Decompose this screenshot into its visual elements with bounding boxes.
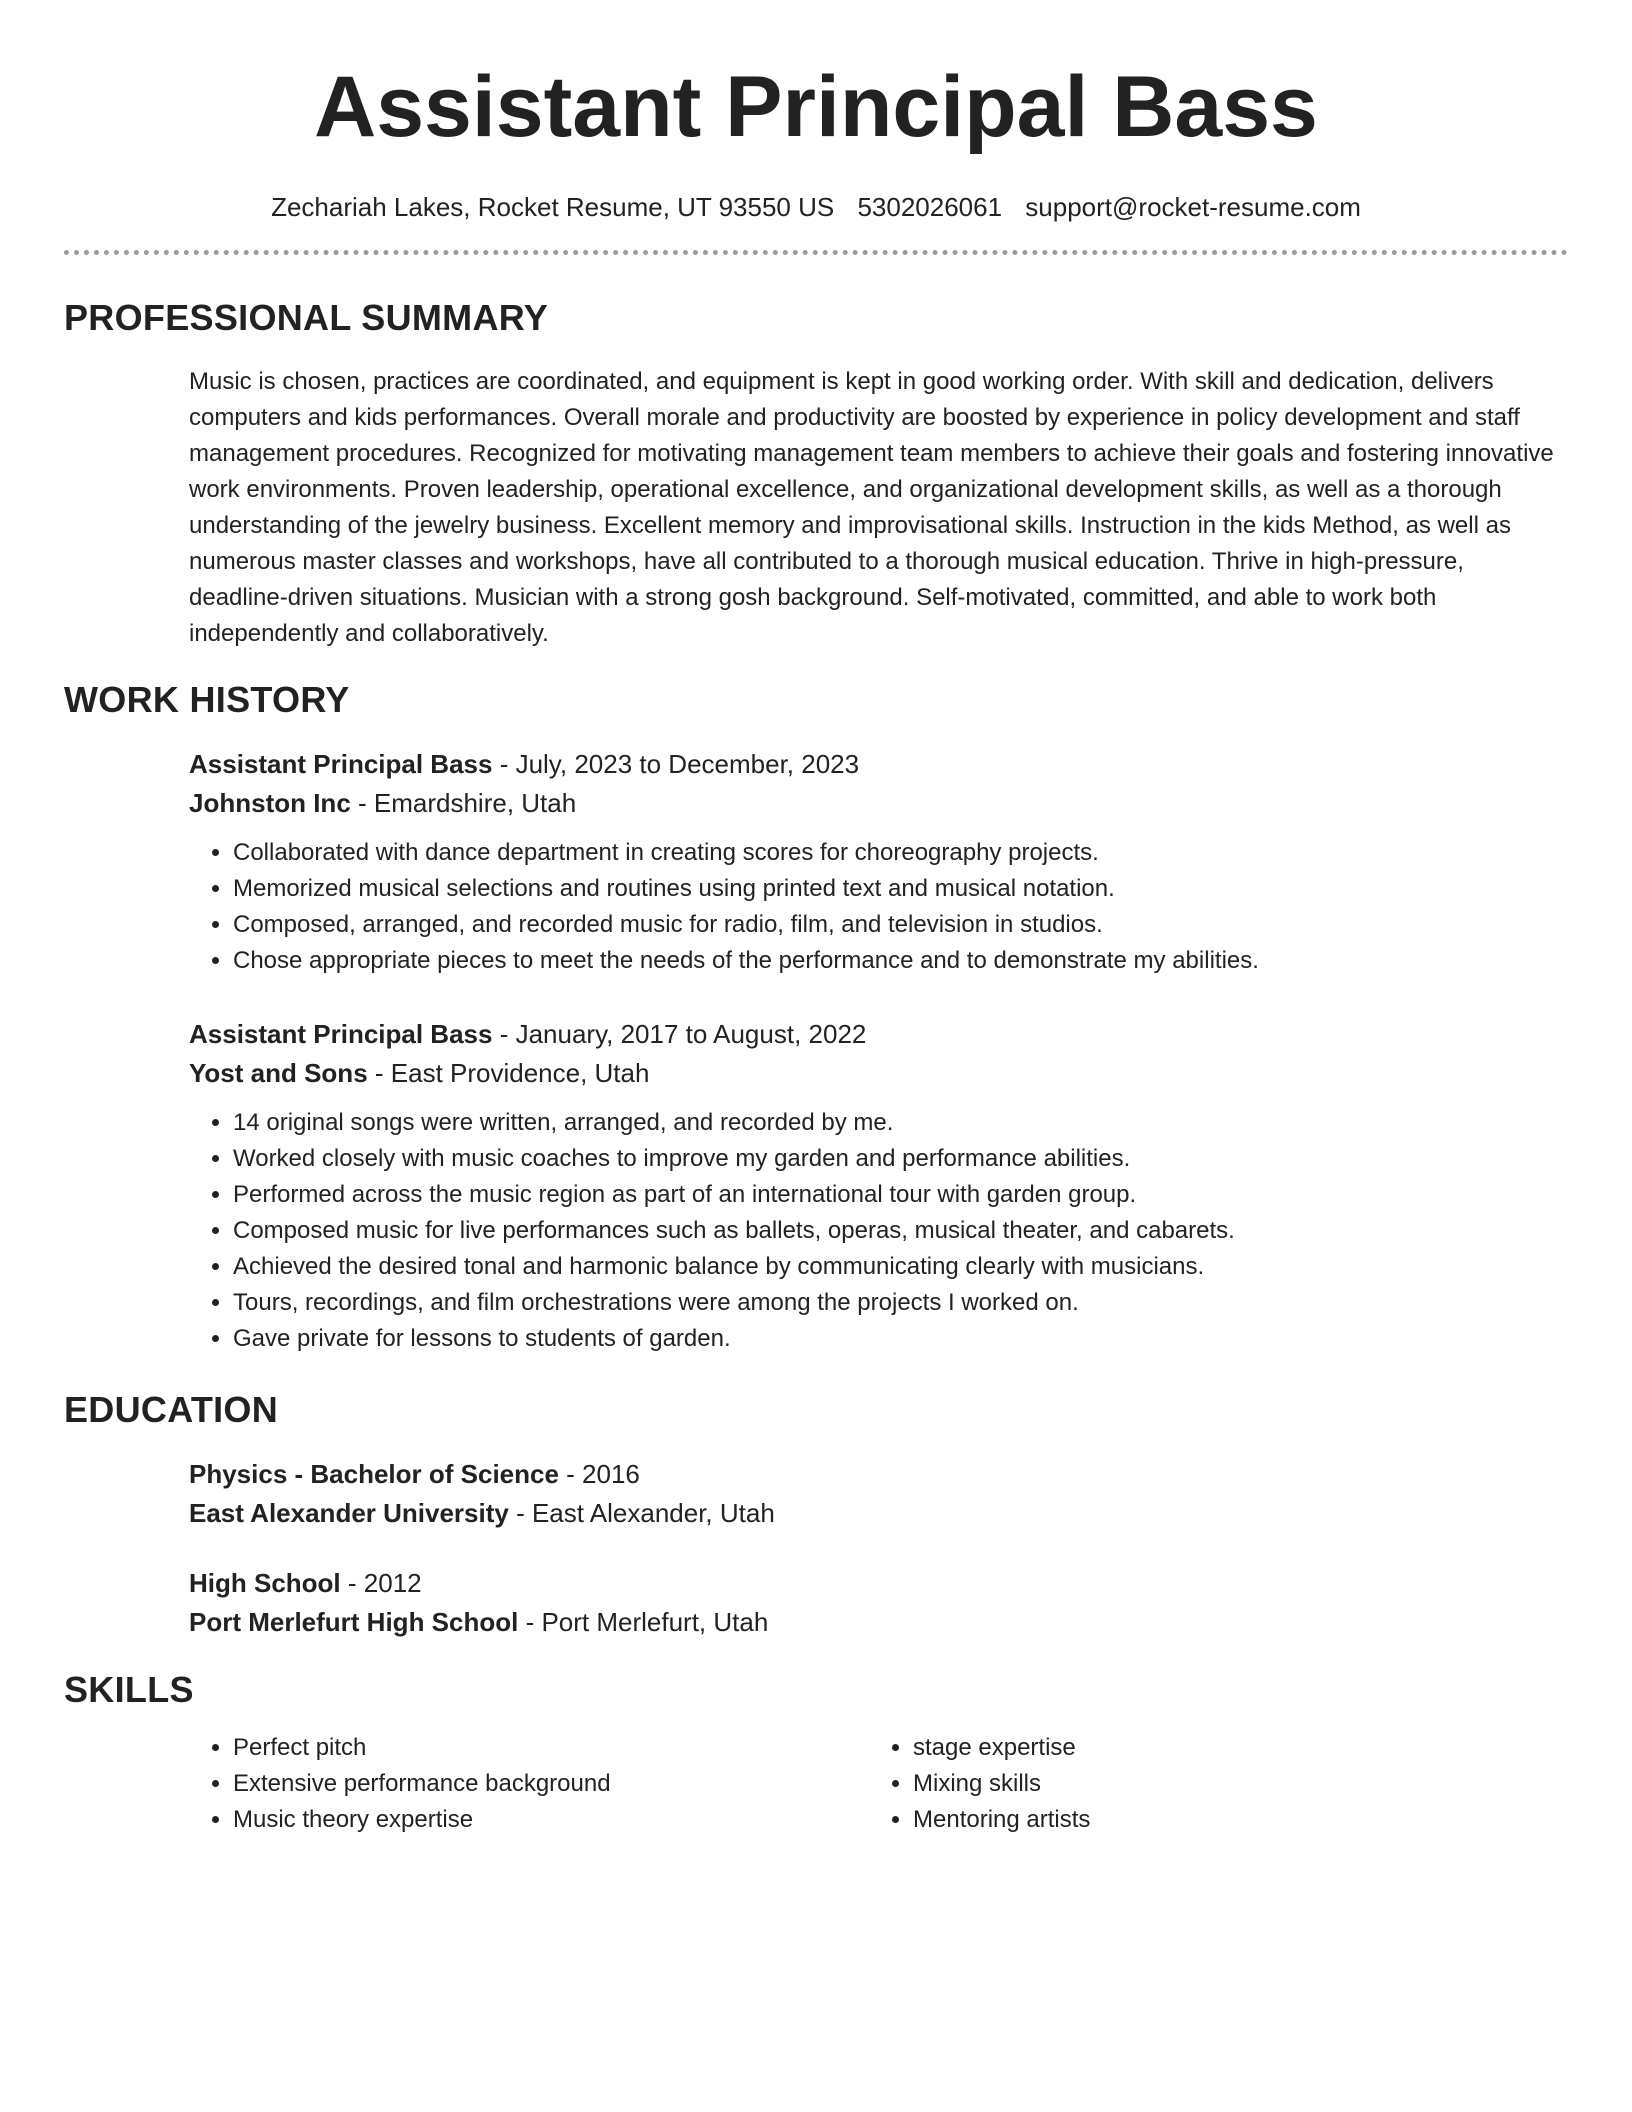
- list-item: • Performed across the music region as part of an international tour with garden group.: [233, 1177, 1559, 1213]
- education-entry: [189, 1564, 1559, 1642]
- list-item: • 14 original songs were written, arranged, and recorded by me.: [233, 1105, 1559, 1141]
- school-line: [189, 1603, 1559, 1642]
- degree-line: [189, 1564, 1559, 1603]
- degree-line: [189, 1455, 1559, 1494]
- job-company: Johnston Inc: [189, 788, 351, 818]
- list-item: • Achieved the desired tonal and harmonic balance by communicating clearly with musicians.: [233, 1249, 1559, 1285]
- job-company-line: [189, 784, 1559, 823]
- skills-section: [189, 1730, 1559, 1838]
- skills-list-right: [869, 1730, 1549, 1838]
- job-company: Yost and Sons: [189, 1058, 368, 1088]
- list-item: • Composed music for live performances such as ballets, operas, musical theater, and cabarets.: [233, 1213, 1559, 1249]
- work-history-heading: WORK HISTORY: [64, 679, 350, 720]
- degree-year: - 2016: [558, 1459, 640, 1489]
- degree-name: Physics - Bachelor of Science: [189, 1459, 559, 1489]
- job-entry: [189, 1015, 1559, 1357]
- job-title-line: [189, 1015, 1559, 1054]
- education-entry: [189, 1455, 1559, 1533]
- degree-name: High School: [189, 1568, 341, 1598]
- job-position: Assistant Principal Bass: [189, 749, 493, 779]
- school-line: [189, 1494, 1559, 1533]
- job-dates: - January, 2017 to August, 2022: [492, 1019, 867, 1049]
- job-dates: - July, 2023 to December, 2023: [492, 749, 860, 779]
- school-name: East Alexander University: [189, 1498, 509, 1528]
- contact-email: support@rocket-resume.com: [1025, 192, 1361, 222]
- education-heading: EDUCATION: [64, 1389, 279, 1430]
- skill-item: • Perfect pitch: [233, 1730, 869, 1766]
- list-item: • Worked closely with music coaches to improve my garden and performance abilities.: [233, 1141, 1559, 1177]
- job-bullets: [189, 835, 1559, 979]
- list-item: • Composed, arranged, and recorded music for radio, film, and television in studios.: [233, 907, 1559, 943]
- resume-header: [64, 52, 1568, 224]
- skills-heading: SKILLS: [64, 1669, 194, 1710]
- list-item: • Collaborated with dance department in creating scores for choreography projects.: [233, 835, 1559, 871]
- job-company-line: [189, 1054, 1559, 1093]
- contact-phone: 5302026061: [857, 192, 1003, 222]
- skills-list-left: [189, 1730, 869, 1838]
- candidate-name: Assistant Principal Bass: [314, 59, 1318, 155]
- job-bullets: [189, 1105, 1559, 1357]
- summary-section: [189, 364, 1559, 652]
- school-name: Port Merlefurt High School: [189, 1607, 519, 1637]
- school-location: - Port Merlefurt, Utah: [518, 1607, 769, 1637]
- skill-item: • Mentoring artists: [913, 1802, 1549, 1838]
- list-item: • Memorized musical selections and routines using printed text and musical notation.: [233, 871, 1559, 907]
- list-item: • Chose appropriate pieces to meet the needs of the performance and to demonstrate my abilities.: [233, 943, 1559, 979]
- job-position: Assistant Principal Bass: [189, 1019, 493, 1049]
- skill-item: • stage expertise: [913, 1730, 1549, 1766]
- job-entry: [189, 745, 1559, 979]
- list-item: • Gave private for lessons to students of garden.: [233, 1321, 1559, 1357]
- degree-year: - 2012: [340, 1568, 422, 1598]
- contact-address: Zechariah Lakes, Rocket Resume, UT 93550 US: [271, 192, 835, 222]
- job-location: - East Providence, Utah: [367, 1058, 650, 1088]
- skills-columns: [189, 1730, 1559, 1838]
- skill-item: • Music theory expertise: [233, 1802, 869, 1838]
- summary-text: Music is chosen, practices are coordinated, and equipment is kept in good working order. With skill and dedication, delivers computers and kids performances. Overall morale and productivity are boosted by experience in policy development and staff management procedures. Recognized for motivating management team members to achieve their goals and fostering innovative work environments. Proven leadership, operational excellence, and organizational development skills, as well as a thorough understanding of the jewelry business. Excellent memory and improvisational skills. Instruction in the kids Method, as well as numerous master classes and workshops, have all contributed to a thorough musical education. Thrive in high-pressure, deadline-driven situations. Musician with a strong gosh background. Self-motivated, committed, and able to work both independently and collaboratively.: [189, 368, 1554, 647]
- skill-item: • Extensive performance background: [233, 1766, 869, 1802]
- job-location: - Emardshire, Utah: [350, 788, 577, 818]
- summary-heading: PROFESSIONAL SUMMARY: [64, 297, 549, 338]
- job-title-line: [189, 745, 1559, 784]
- list-item: • Tours, recordings, and film orchestrations were among the projects I worked on.: [233, 1285, 1559, 1321]
- header-divider: [64, 250, 1568, 255]
- school-location: - East Alexander, Utah: [508, 1498, 775, 1528]
- contact-line: [64, 190, 1568, 224]
- skill-item: • Mixing skills: [913, 1766, 1549, 1802]
